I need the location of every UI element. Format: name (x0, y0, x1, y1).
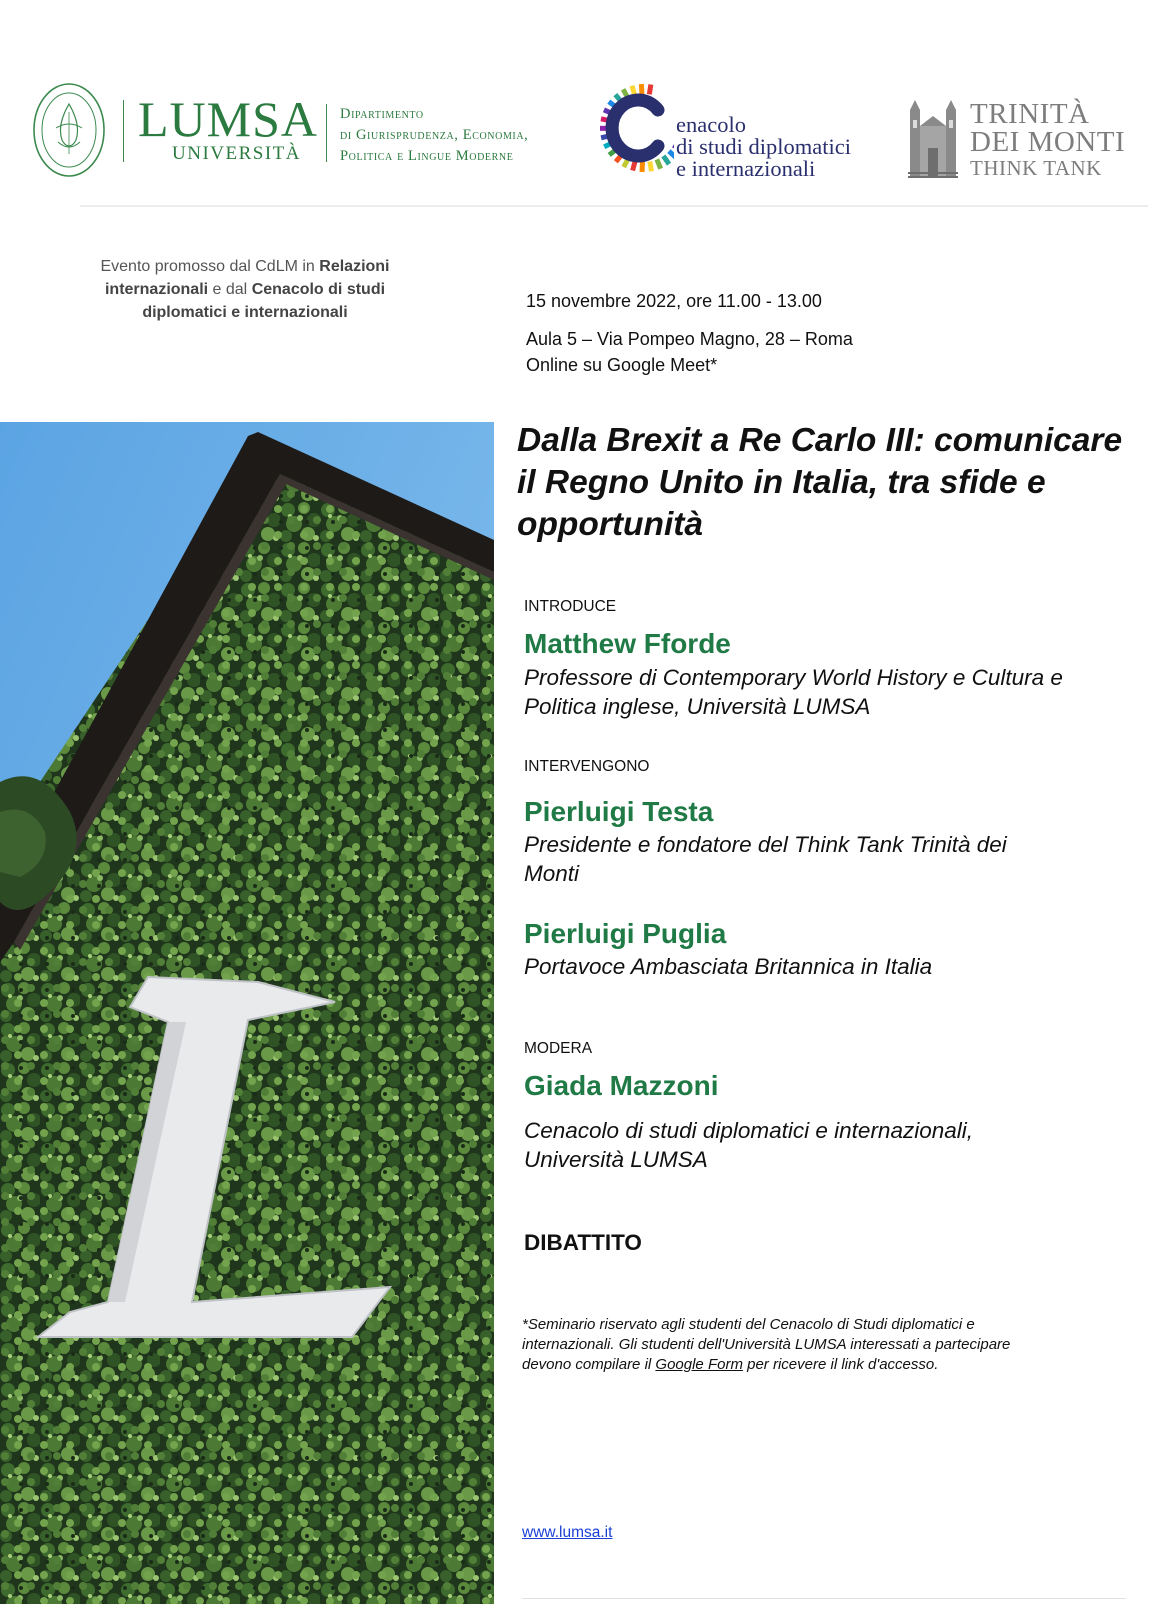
lumsa-wordmark: LUMSA (138, 91, 319, 147)
event-online: Online su Google Meet* (526, 355, 718, 375)
green-wall-building-image (0, 422, 494, 1604)
debate-heading: DIBATTITO (524, 1230, 642, 1255)
bottom-divider (522, 1598, 1126, 1599)
speaker-name: Pierluigi Testa (524, 796, 714, 827)
modera-label: MODERA (524, 1040, 593, 1057)
event-info (526, 288, 853, 378)
introduce-label: INTRODUCE (524, 598, 617, 615)
moderator-name: Giada Mazzoni (524, 1070, 719, 1101)
header-divider (80, 205, 1148, 207)
logo-ray (663, 156, 669, 164)
logo-ray (650, 161, 652, 171)
website-link[interactable]: www.lumsa.it (522, 1524, 613, 1541)
church-icon (908, 96, 958, 180)
speaker-description: Portavoce Ambasciata Britannica in Italia (524, 954, 933, 979)
logo-ray (649, 85, 651, 95)
footnote: *Seminario riservato agli studenti del Cenacolo di Studi diplomatici e internazionali. Gli studenti dell'Università LUMSA interessati a partecipare devono compilare il Google Form per ricevere il link d'accesso. (522, 1316, 1011, 1373)
logo-ray (657, 159, 661, 168)
trinita-dei-monti-name: TRINITÀ DEI MONTI THINK TANK (970, 98, 1126, 180)
lumsa-seal-icon (32, 82, 106, 178)
department-name: Dipartimento di Giurisprudenza, Economia, Politica e Lingue Moderne (340, 106, 529, 164)
event-location: Aula 5 – Via Pompeo Magno, 28 – Roma (526, 329, 853, 349)
cenacolo-logo-icon (600, 76, 674, 178)
speaker-description: Professore di Contemporary World History e Cultura e Politica inglese, Università LUMSA (524, 665, 1063, 719)
event-date: 15 novembre 2022, ore 11.00 - 13.00 (526, 291, 822, 311)
speaker-name: Matthew Fforde (524, 628, 731, 659)
intervengono-label: INTERVENGONO (524, 758, 650, 775)
logo-ray (641, 84, 642, 94)
header-logos (0, 0, 1168, 210)
event-title: Dalla Brexit a Re Carlo III: comunicare il Regno Unito in Italia, tra sfide e opportunità (517, 422, 1123, 543)
lumsa-divider (123, 100, 124, 162)
speaker-name: Pierluigi Puglia (524, 918, 727, 949)
logo-ray (669, 151, 674, 158)
speaker-description: Presidente e fondatore del Think Tank Trinità dei Monti (524, 832, 1007, 886)
google-form-link[interactable]: Google Form (655, 1356, 743, 1373)
logo-ray (673, 145, 674, 150)
promo-text: Evento promosso dal CdLM in Relazioni internazionali e dal Cenacolo di studi diplomatici e internazionali (100, 258, 390, 321)
cenacolo-name: enacolo di studi diplomatici e internazionali (676, 112, 851, 181)
lumsa-subtitle: UNIVERSITÀ (172, 143, 301, 164)
department-divider (326, 104, 327, 162)
building-photo (0, 422, 494, 1604)
moderator-description: Cenacolo di studi diplomatici e internazionali, Università LUMSA (524, 1118, 974, 1172)
